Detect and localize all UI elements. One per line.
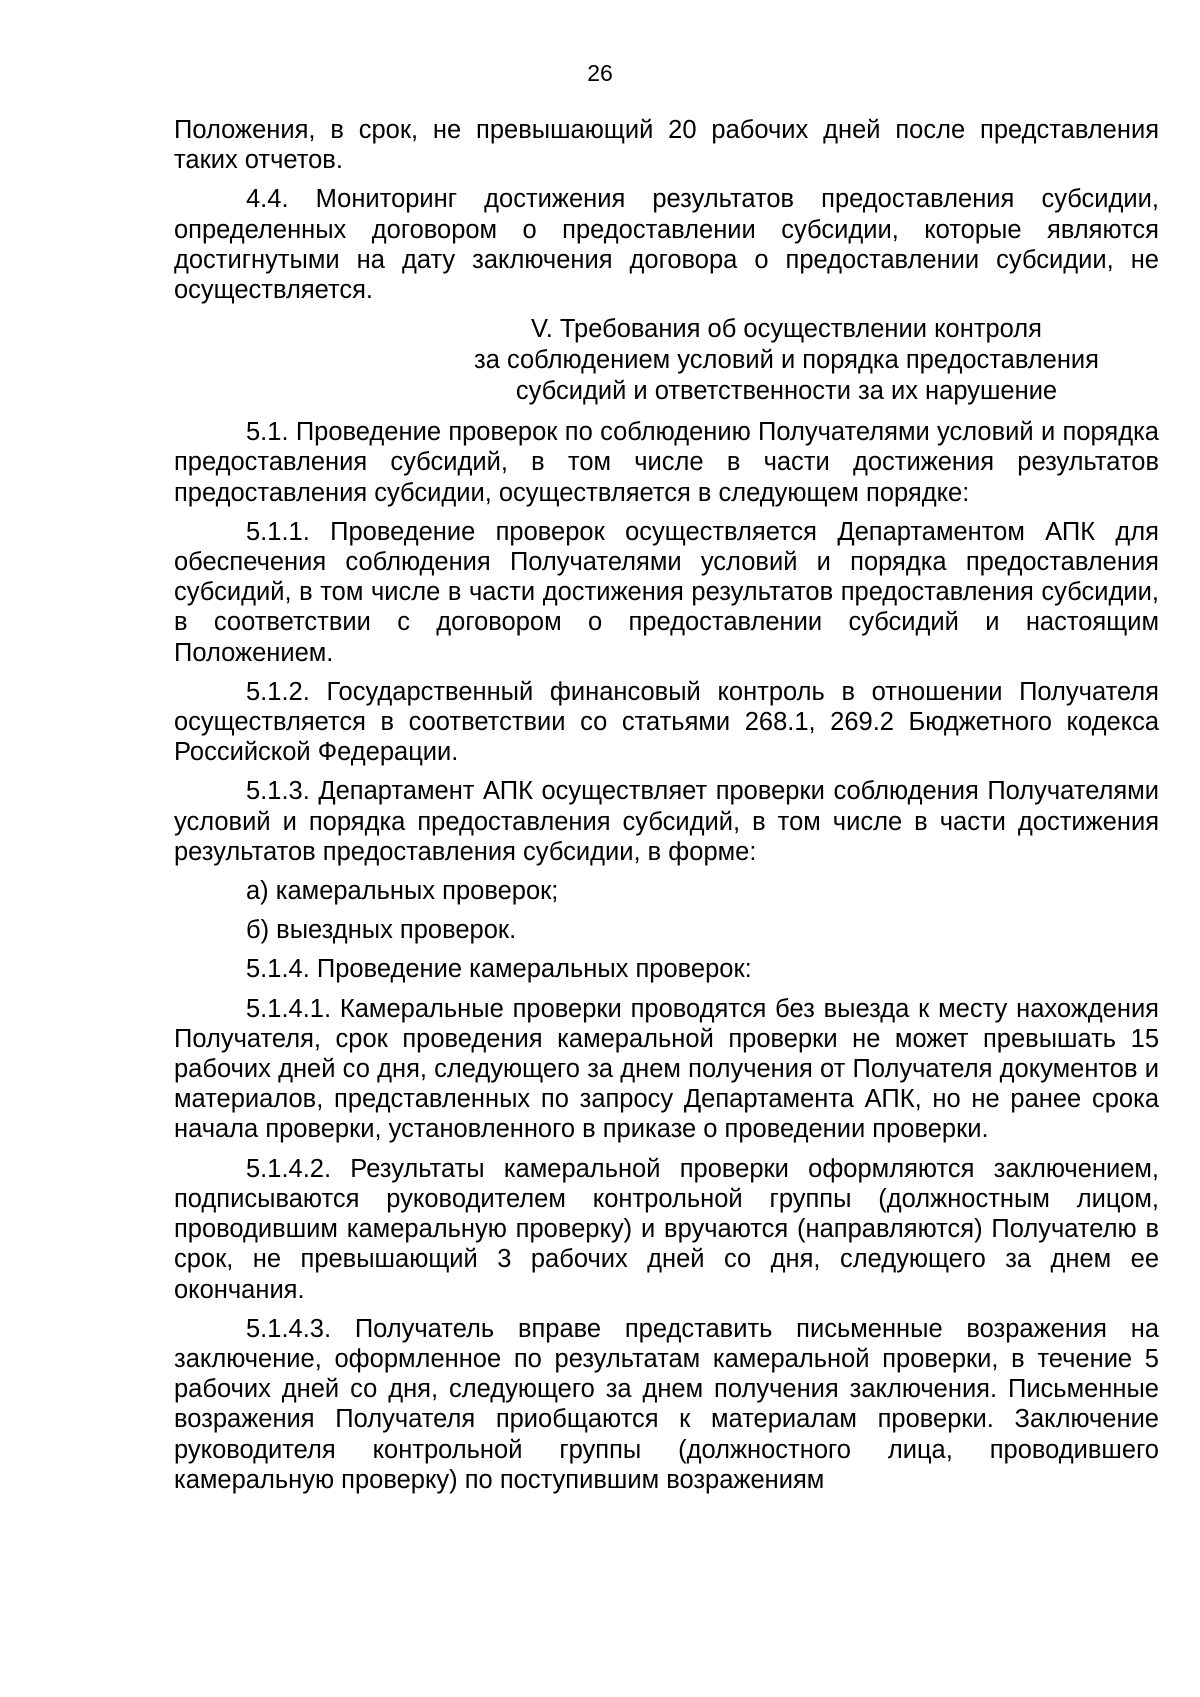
paragraph: 4.4. Мониторинг достижения результатов предоставления субсидии, определенных договором о предоставлении субсидии, которые являются достигнутыми на дату заключения договора о предоставлении субсидии, не осуществляется. — [174, 185, 1159, 305]
section-heading-line: за соблюдением условий и порядка предоставления — [474, 346, 1099, 375]
paragraph: 5.1.4.3. Получатель вправе представить письменные возражения на заключение, оформленное по результатам камеральной проверки, в течение 5 рабочих дней со дня, следующего за днем получения заключения. Письменные возражения Получателя приобщаются к материалам проверки. Заключение руководителя контрольной группы (должностного лица, проводившего камеральную проверку) по поступившим возражениям — [174, 1314, 1159, 1494]
paragraph: 5.1.4. Проведение камеральных проверок: — [246, 955, 752, 984]
section-heading — [174, 314, 1159, 407]
list-item: б) выездных проверок. — [246, 916, 517, 945]
paragraph: 5.1.4.2. Результаты камеральной проверки оформляются заключением, подписываются руководителем контрольной группы (должностным лицом, проводившим камеральную проверку) и вручаются (направляются) Получателю в срок, не превышающий 3 рабочих дней со дня, следующего за днем ее окончания. — [174, 1154, 1159, 1304]
list-item: а) камеральных проверок; — [246, 877, 559, 906]
paragraph: 5.1.1. Проведение проверок осуществляется Департаментом АПК для обеспечения соблюдения Получателями условий и порядка предоставления субсидий, в том числе в части достижения результатов предоставления субсидии, в соответствии с договором о предоставлении субсидий и настоящим Положением. — [174, 517, 1159, 667]
paragraph: 5.1.4.1. Камеральные проверки проводятся без выезда к месту нахождения Получателя, срок проведения камеральной проверки не может превышать 15 рабочих дней со дня, следующего за днем получения от Получателя документов и материалов, представленных по запросу Департамента АПК, но не ранее срока начала проверки, установленного в приказе о проведении проверки. — [174, 994, 1159, 1144]
paragraph: 5.1. Проведение проверок по соблюдению Получателями условий и порядка предоставления субсидий, в том числе в части достижения результатов предоставления субсидии, осуществляется в следующем порядке: — [174, 418, 1159, 507]
section-heading-line: V. Требования об осуществлении контроля — [531, 315, 1042, 344]
document-body — [174, 115, 1159, 1504]
section-heading-line: субсидий и ответственности за их нарушение — [515, 377, 1058, 406]
paragraph: Положения, в срок, не превышающий 20 рабочих дней после представления таких отчетов. — [174, 116, 1159, 175]
page-number: 26 — [587, 60, 613, 86]
paragraph: 5.1.2. Государственный финансовый контроль в отношении Получателя осуществляется в соответствии со статьями 268.1, 269.2 Бюджетного кодекса Российской Федерации. — [174, 677, 1159, 767]
paragraph: 5.1.3. Департамент АПК осуществляет проверки соблюдения Получателями условий и порядка предоставления субсидий, в том числе в части достижения результатов предоставления субсидии, в форме: — [174, 777, 1159, 866]
